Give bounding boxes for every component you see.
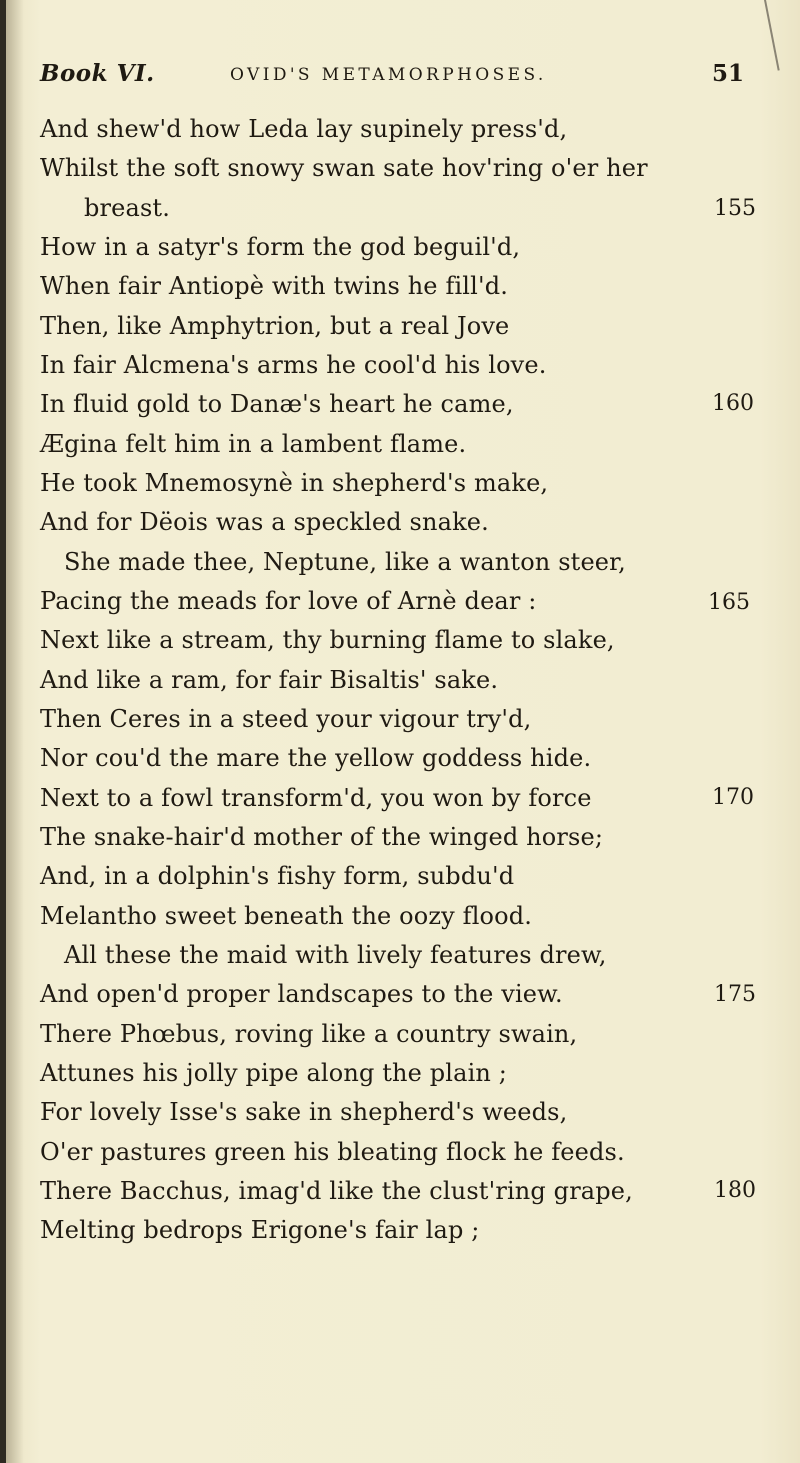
line-number: 155 — [714, 196, 756, 221]
verse-line: Next like a stream, thy burning flame to slake, — [40, 626, 615, 654]
verse-line: Then Ceres in a steed your vigour try'd, — [40, 705, 532, 733]
verse-line: The snake-hair'd mother of the winged horse; — [40, 823, 604, 851]
verse-line: Whilst the soft snowy swan sate hov'ring o'er her — [40, 154, 648, 182]
verse-line: And for Dëois was a speckled snake. — [40, 508, 489, 536]
line-number: 160 — [712, 391, 754, 416]
page-number: 51 — [712, 60, 745, 87]
line-number: 175 — [714, 982, 756, 1007]
line-number: 165 — [708, 590, 750, 615]
verse-line-indented: All these the maid with lively features drew, — [64, 941, 607, 969]
verse-line: Nor cou'd the mare the yellow goddess hide. — [40, 744, 592, 772]
verse-line: There Bacchus, imag'd like the clust'ring grape, — [40, 1177, 633, 1205]
verse-line: O'er pastures green his bleating flock he feeds. — [40, 1138, 625, 1166]
verse-line: And, in a dolphin's fishy form, subdu'd — [40, 862, 515, 890]
running-head-book: Book VI. — [40, 60, 155, 87]
verse-line: And open'd proper landscapes to the view. — [40, 980, 563, 1008]
verse-line: For lovely Isse's sake in shepherd's weeds, — [40, 1098, 568, 1126]
verse-line: Ægina felt him in a lambent flame. — [40, 430, 467, 458]
verse-line: In fair Alcmena's arms he cool'd his love. — [40, 351, 547, 379]
line-number: 180 — [714, 1178, 756, 1203]
verse-line: Attunes his jolly pipe along the plain ; — [40, 1059, 508, 1087]
verse-line: In fluid gold to Danæ's heart he came, — [40, 390, 514, 418]
verse-line: How in a satyr's form the god beguil'd, — [40, 233, 521, 261]
verse-line: Then, like Amphytrion, but a real Jove — [40, 312, 510, 340]
verse-line: He took Mnemosynè in shepherd's make, — [40, 469, 549, 497]
verse-line: Next to a fowl transform'd, you won by force — [40, 784, 592, 812]
verse-line: And like a ram, for fair Bisaltis' sake. — [40, 666, 499, 694]
verse-line: When fair Antiopè with twins he fill'd. — [40, 272, 508, 300]
verse-line: Pacing the meads for love of Arnè dear : — [40, 587, 537, 615]
verse-line: Melting bedrops Erigone's fair lap ; — [40, 1216, 480, 1244]
verse-line: There Phœbus, roving like a country swain, — [40, 1020, 578, 1048]
verse-line: Melantho sweet beneath the oozy flood. — [40, 902, 533, 930]
verse-line-runover: breast. — [84, 194, 170, 222]
running-head-title: OVID'S METAMORPHOSES. — [230, 65, 547, 85]
line-number: 170 — [712, 785, 754, 810]
verse-line: And shew'd how Leda lay supinely press'd, — [40, 115, 568, 143]
verse-line-indented: She made thee, Neptune, like a wanton steer, — [64, 548, 626, 576]
